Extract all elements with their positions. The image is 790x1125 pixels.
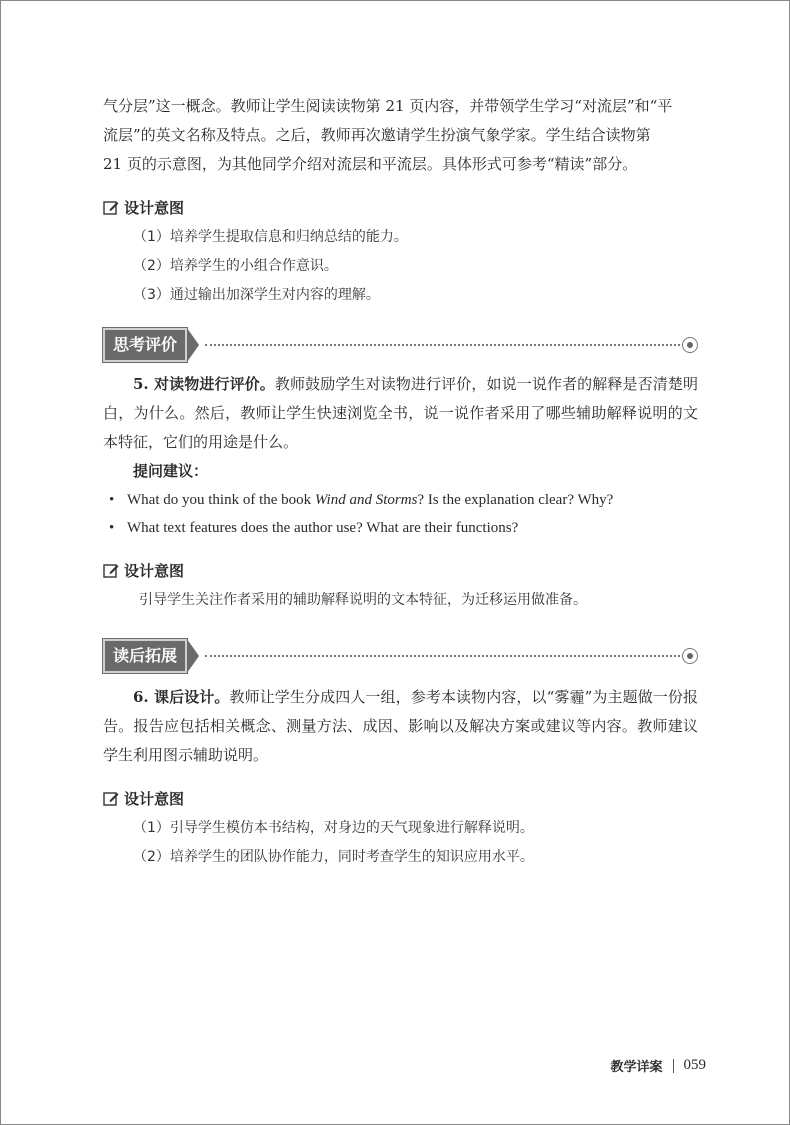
question-text: ? Is the explanation clear? Why? <box>417 492 614 508</box>
design-intent-heading <box>103 195 698 219</box>
step-lead: 6. 课后设计。 <box>133 688 230 706</box>
section-header-evaluation <box>103 328 698 362</box>
design-intent-title: 设计意图 <box>124 789 185 808</box>
divider-end-icon <box>682 337 698 353</box>
paragraph-step-5 <box>103 370 698 457</box>
list-item: （1）引导学生模仿本书结构，对身边的天气现象进行解释说明。 <box>133 820 534 836</box>
para-line: 气分层”这一概念。教师让学生阅读读物第 21 页内容，并带领学生学习“对流层”和“平 <box>103 97 673 115</box>
questions-title: 提问建议： <box>133 462 209 480</box>
section-label: 思考评价 <box>103 328 187 362</box>
edit-icon <box>103 199 120 216</box>
section-arrow <box>187 639 199 673</box>
step-text: 教师让学生分成四人一组，参考本读物内容，以“雾霾”为主题做一份报告。报告应包括相关概念、测量方法、成因、影响以及解决方案或建议等内容。教师建议学生利用图示辅助说明。 <box>103 688 698 764</box>
list-item: （2）培养学生的团队协作能力，同时考查学生的知识应用水平。 <box>133 849 534 865</box>
design-intent-block-3 <box>103 786 698 872</box>
design-intent-heading <box>103 558 698 582</box>
footer-separator <box>673 1059 674 1073</box>
design-intent-block-2 <box>103 558 698 615</box>
footer-label: 教学详案 <box>610 1060 663 1075</box>
design-intent-title: 设计意图 <box>124 561 185 580</box>
para-line: 流层”的英文名称及特点。之后，教师再次邀请学生扮演气象学家。学生结合读物第 <box>103 126 651 144</box>
section-divider <box>205 655 680 657</box>
section-header-extension <box>103 639 698 673</box>
question-item: • What text features does the author use? What are their functions? <box>103 514 698 542</box>
divider-end-icon <box>682 648 698 664</box>
step-text: 教师鼓励学生对读物进行评价，如说一说作者的解释是否清楚明白，为什么。然后，教师让学生快速浏览全书，说一说作者采用了哪些辅助解释说明的文本特征，它们的用途是什么。 <box>103 375 698 451</box>
list-item: （1）培养学生提取信息和归纳总结的能力。 <box>133 229 408 245</box>
book-title: Wind and Storms <box>314 492 418 508</box>
step-lead: 5. 对读物进行评价。 <box>133 375 275 393</box>
page-footer <box>610 1056 706 1075</box>
para-line: 21 页的示意图，为其他同学介绍对流层和平流层。具体形式可参考“精读”部分。 <box>103 155 638 173</box>
question-text: What do you think of the book <box>127 492 315 508</box>
design-intent-title: 设计意图 <box>124 198 185 217</box>
section-label: 读后拓展 <box>103 639 187 673</box>
section-divider <box>205 344 680 346</box>
design-intent-heading <box>103 786 698 810</box>
list-item: （2）培养学生的小组合作意识。 <box>133 258 338 274</box>
design-intent-text: 引导学生关注作者采用的辅助解释说明的文本特征，为迁移运用做准备。 <box>139 592 587 608</box>
list-item: （3）通过输出加深学生对内容的理解。 <box>133 287 380 303</box>
page-number: 059 <box>683 1057 706 1073</box>
section-arrow <box>187 328 199 362</box>
edit-icon <box>103 562 120 579</box>
paragraph-step-6 <box>103 683 698 770</box>
design-intent-block-1 <box>103 195 698 310</box>
paragraph-continued <box>103 92 698 179</box>
question-item <box>103 486 698 514</box>
edit-icon <box>103 790 120 807</box>
page-content <box>103 92 698 872</box>
question-list <box>103 486 698 542</box>
